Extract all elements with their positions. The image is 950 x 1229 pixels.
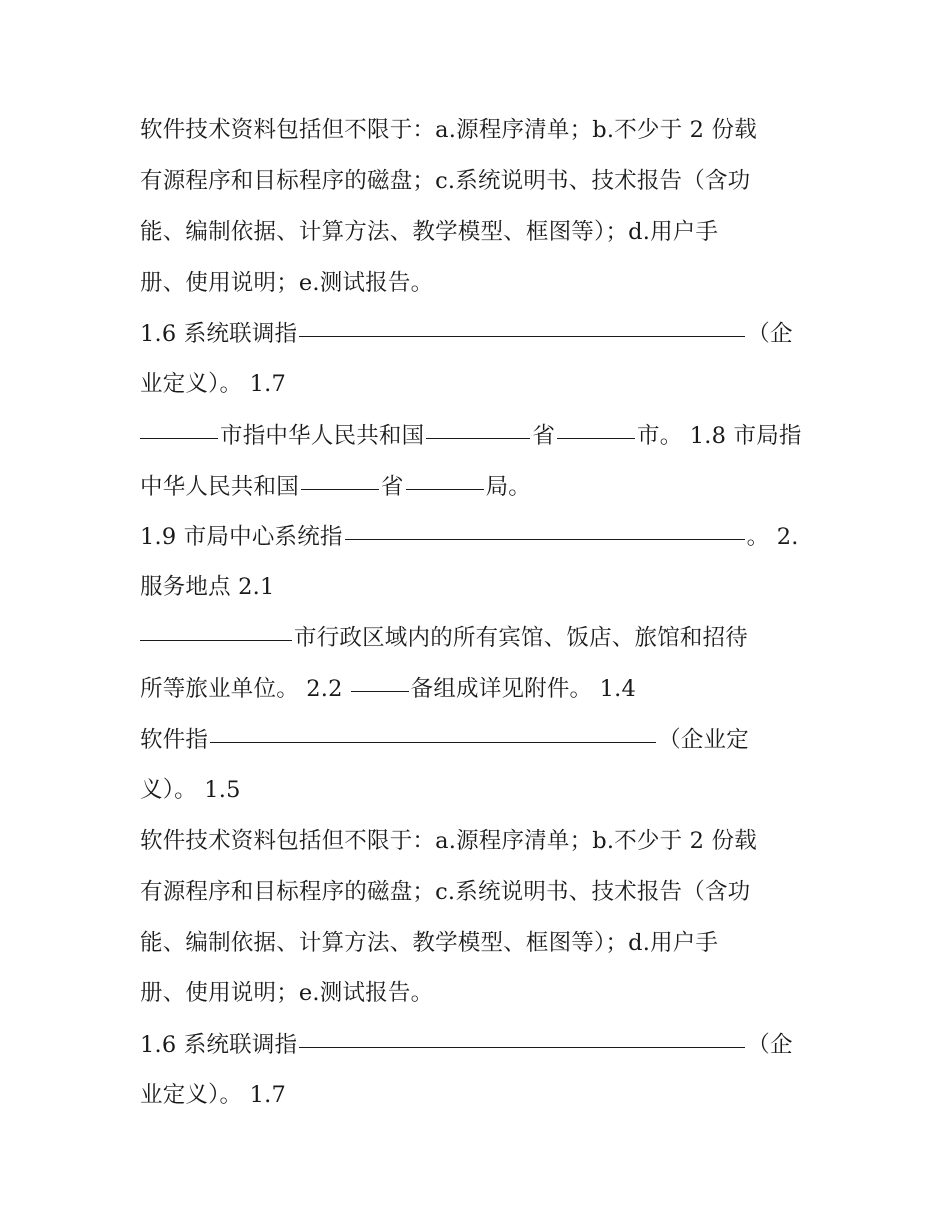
line-text: 能、编制依据、计算方法、教学模型、框图等）；d.用户手 xyxy=(140,219,719,245)
fill-blank xyxy=(299,314,745,337)
text-line xyxy=(140,166,750,196)
text-line xyxy=(140,673,636,704)
text-line xyxy=(140,572,275,602)
line-text: 备组成详见附件。 1.4 xyxy=(410,676,636,702)
line-text: 软件技术资料包括但不限于：a.源程序清单；b.不少于 2 份载 xyxy=(140,117,757,143)
line-text: （企业定 xyxy=(658,727,749,753)
text-line xyxy=(140,775,241,805)
line-text: 业定义）。 1.7 xyxy=(140,1082,286,1108)
text-line xyxy=(140,318,793,349)
line-text: 软件指 xyxy=(140,727,209,753)
text-line xyxy=(140,1080,286,1110)
text-line xyxy=(140,420,802,451)
text-line xyxy=(140,826,757,856)
line-text: 服务地点 2.1 xyxy=(140,574,275,600)
line-text: （企 xyxy=(747,1032,793,1058)
line-text: 软件技术资料包括但不限于：a.源程序清单；b.不少于 2 份载 xyxy=(140,828,757,854)
line-text: 有源程序和目标程序的磁盘；c.系统说明书、技术报告（含功 xyxy=(140,168,751,194)
line-text: 册、使用说明；e.测试报告。 xyxy=(140,980,434,1006)
line-text: 市行政区域内的所有宾馆、饭店、旅馆和招待 xyxy=(294,625,749,651)
text-line xyxy=(140,268,433,298)
fill-blank xyxy=(345,517,745,540)
fill-blank xyxy=(140,416,218,439)
text-line xyxy=(140,1029,793,1060)
line-text: 省 xyxy=(532,423,556,449)
line-text: 1.9 市局中心系统指 xyxy=(140,524,343,550)
text-line xyxy=(140,877,750,907)
fill-blank xyxy=(301,467,379,490)
text-line xyxy=(140,471,531,502)
line-text: （企 xyxy=(747,321,793,347)
line-text: 局。 xyxy=(485,474,532,500)
line-text: 市指中华人民共和国 xyxy=(220,423,425,449)
fill-blank xyxy=(210,720,656,743)
line-text: 有源程序和目标程序的磁盘；c.系统说明书、技术报告（含功 xyxy=(140,879,751,905)
fill-blank xyxy=(426,416,530,439)
line-text: 义）。 1.5 xyxy=(140,777,241,803)
line-text: 所等旅业单位。 2.2 xyxy=(140,676,343,702)
fill-blank xyxy=(140,618,292,641)
fill-blank xyxy=(351,669,409,692)
line-text: 业定义）。 1.7 xyxy=(140,371,286,397)
line-text: 中华人民共和国 xyxy=(140,474,299,500)
text-line xyxy=(140,217,718,247)
text-line xyxy=(140,978,433,1008)
line-text: 省 xyxy=(380,474,404,500)
line-text: 册、使用说明；e.测试报告。 xyxy=(140,270,434,296)
line-text: 。 2. xyxy=(746,524,799,550)
text-line xyxy=(140,928,718,958)
text-line xyxy=(140,115,757,145)
line-text: 市。 1.8 市局指 xyxy=(637,423,802,449)
fill-blank xyxy=(557,416,635,439)
fill-blank xyxy=(299,1025,745,1048)
line-text: 1.6 系统联调指 xyxy=(140,1032,298,1058)
fill-blank xyxy=(406,467,484,490)
line-text: 1.6 系统联调指 xyxy=(140,321,298,347)
line-text: 能、编制依据、计算方法、教学模型、框图等）；d.用户手 xyxy=(140,930,719,956)
text-line xyxy=(140,724,749,755)
text-line xyxy=(140,622,748,653)
text-line xyxy=(140,521,799,552)
text-line xyxy=(140,369,286,399)
